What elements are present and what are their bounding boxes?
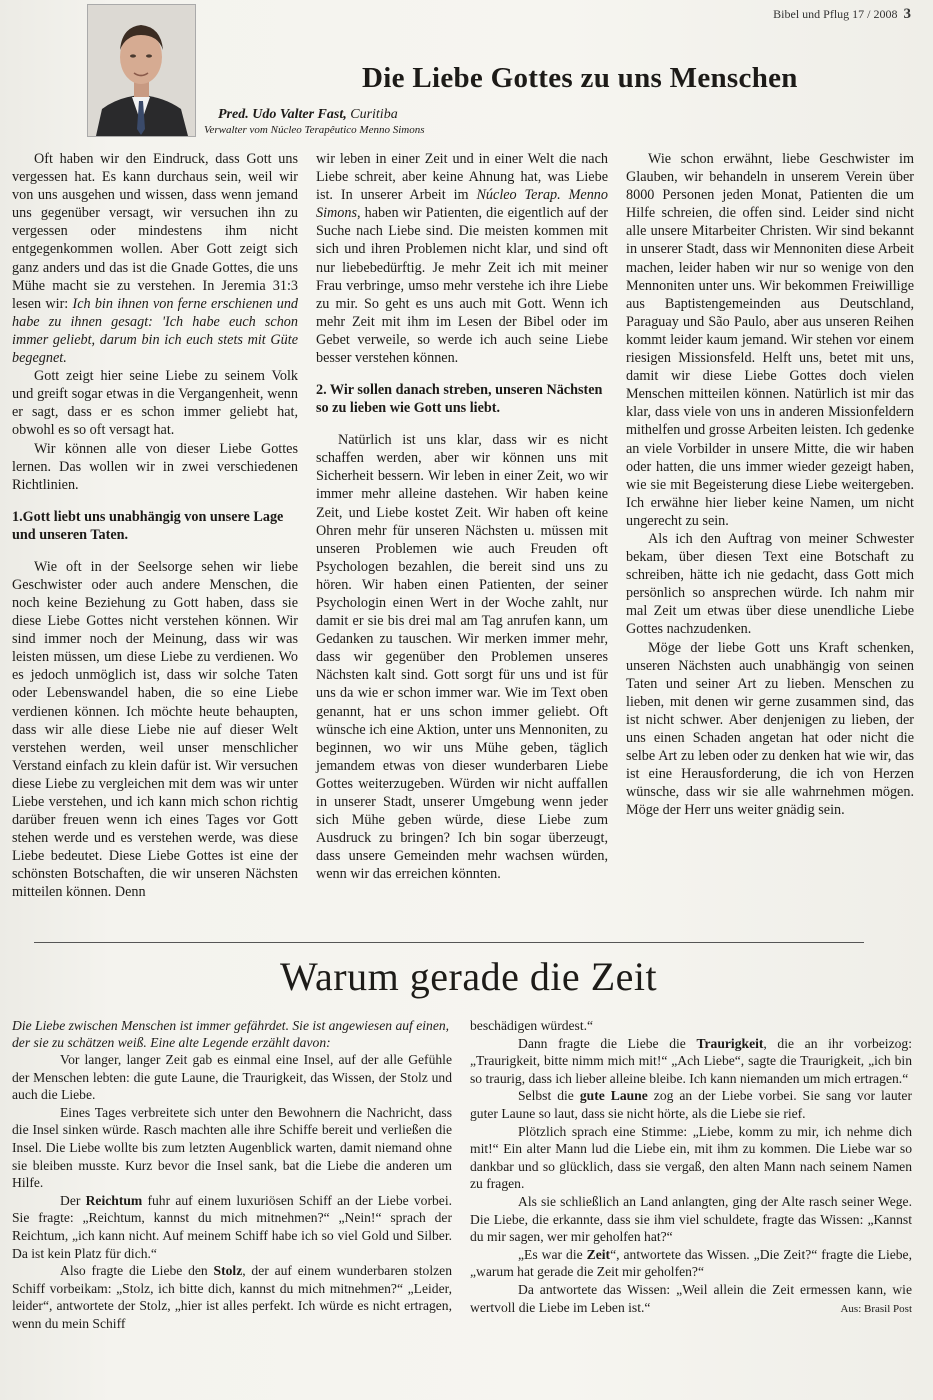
article-column-2 bbox=[316, 150, 608, 883]
paragraph: Wir können alle von dieser Liebe Gottes lernen. Das wollen wir in zwei verschiedenen Richtlinien. bbox=[12, 440, 298, 493]
paragraph: Plötzlich sprach eine Stimme: „Liebe, komm zu mir, ich nehme dich mit!“ Ein alter Mann lud die Liebe ein, mit ihm zu kommen. Die Liebe war so dankbar und so glücklich, dass sie vergaß, den alten Mann nach seinem Namen zu fragen. bbox=[470, 1123, 912, 1192]
paragraph: „Es war die Zeit“, antwortete das Wissen. „Die Zeit?“ fragte die Liebe, „warum hat gerade die Zeit mir geholfen?“ bbox=[470, 1246, 912, 1280]
story-intro: Die Liebe zwischen Menschen ist immer gefährdet. Sie ist angewiesen auf einen, der sie zu schätzen weiß. Eine alte Legende erzählt davon: bbox=[12, 1018, 450, 1050]
paragraph: Möge der liebe Gott uns Kraft schenken, unseren Nächsten auch unabhängig von seinen Taten und seiner Art zu lieben. Menschen zu lieben, mit denen wir gerne zusammen sind, das ist nicht schwer. Aber denjenigen zu lieben, der uns einen Schaden angetan hat oder nicht die selbe Art zu leben oder zu denken hat wie wir, das ist eine Herausforderung, die ich von Herzen wünsche, dass wir sie alle wahrnehmen mögen. Möge der Herr uns weiter gnädig sein. bbox=[626, 639, 914, 819]
author-name: Pred. Udo Valter Fast, bbox=[218, 107, 347, 122]
paragraph: wir leben in einer Zeit und in einer Welt die nach Liebe schreit, aber keine Ahnung hat, was Liebe ist. In unserer Arbeit im Núcleo Terap. Menno Simons, haben wir Patienten, die eigentlich auf der Suche nach Liebe sind. Die meisten kommen mit sich und ihren Problemen nicht klar, und sind oft nur liebebedürftig. Je mehr Zeit ich mit meiner Frau verbringe, umso mehr verstehe ich ihre Liebe zu mir. So geht es uns auch mit Gott. Wenn ich mehr Zeit mit ihm im Lesen der Bibel oder im Gebet verweile, so werde ich auch seine Liebe besser verstehen können. bbox=[316, 151, 608, 367]
paragraph: Da antwortete das Wissen: „Weil allein die Zeit ermessen kann, wie wertvoll die Liebe im Leben ist.“ Aus: Brasil Post bbox=[470, 1281, 912, 1316]
page-number: 3 bbox=[903, 6, 911, 22]
paragraph: Der Reichtum fuhr auf einem luxuriösen Schiff an der Liebe vorbei. Sie fragte: „Reichtum, kannst du mich mitnehmen?“ „Nein!“ sprach der Reichtum, „ich kann nicht. Auf meinem Schiff habe ich so viel Gold und Silber. Da ist kein Platz für dich.“ bbox=[12, 1192, 452, 1261]
author-byline bbox=[218, 107, 398, 123]
story-column-left bbox=[12, 1051, 452, 1333]
publication-name: Bibel und Pflug 17 / 2008 bbox=[773, 7, 898, 21]
paragraph: Eines Tages verbreitete sich unter den Bewohnern die Nachricht, dass die Insel sinken würde. Rasch machten alle ihre Schiffe bereit und verließen die Insel. Die Liebe wollte bis zum letzten Augenblick warten, damit niemand ohne sie bleiben musste. Kurz bevor die Insel sank, bat die Liebe die anderen um Hilfe. bbox=[12, 1104, 452, 1191]
article-column-3 bbox=[626, 150, 914, 819]
author-role: Verwalter vom Núcleo Terapêutico Menno Simons bbox=[204, 124, 425, 136]
story-column-right bbox=[470, 1017, 912, 1318]
author-city: Curitiba bbox=[350, 107, 398, 122]
paragraph: Wie oft in der Seelsorge sehen wir liebe Geschwister oder auch andere Menschen, die noch keine Beziehung zu Gott haben, dass sie diese Liebe Gottes nicht verstehen können. Wir sind immer noch der Meinung, dass wir was leisten müssen, um diese Liebe zu verdienen. Wo es jedoch unmöglich ist, dass wir solche Taten oder Lebenswandel haben, die so eine Liebe verdienen können. Ich möchte heute behaupten, dass wir alle diese Liebe nie auf dieser Welt verstehen werden, weil unser menschlicher Verstand einfach zu klein dafür ist. Wir versuchen diese Liebe zu vergleichen mit dem was wir unter Liebe verstehen, und ich kann mich schon richtig darüber freuen wenn ich eines Tages vor Gott stehen werde und es verstehen werde, was diese Liebe bedeutet. Diese Liebe Gottes ist eine der schönsten Botschaften, die wir unseren Nächsten mitteilen können. Denn bbox=[12, 558, 298, 901]
organization-name: Núcleo Terap. Menno Simons bbox=[316, 187, 608, 222]
section-divider bbox=[34, 942, 864, 943]
section-heading-2: 2. Wir sollen danach streben, unseren Nächsten so zu lieben wie Gott uns liebt. bbox=[316, 382, 603, 417]
paragraph: Wie schon erwähnt, liebe Geschwister im Glauben, wir behandeln in unserem Verein über 8000 Personen jeden Monat, Patienten die um Hilfe schreien, die offen sind. Leider sind nicht alle unsere Mitarbeiter Christen. Wir sind bekannt in unserer Stadt, dass wir Mennoniten diese Arbeit machen, leider haben wir nur so wenige von den Mennoniten unter uns. Wir bekommen Freiwillige aus Baptistengemeinden aus Deutschland, Paraguay und São Paulo, aber aus unseren Reihen kommt leider kaum jemand. Wir stehen vor einem riesigen Missionsfeld. Helft uns, betet mit uns, damit wir diese Liebe Gottes doch vielen Menschen mitteilen können. Natürlich ist mir das klar, dass viele von uns in anderen Missionfeldern mithelfen und grosse Arbeiten leisten. Ich gedenke an viele Vorbilder in unsere Mitte, die wir haben oder hatten, die uns immer wieder gezeigt haben, wie sie mit Begeisterung diese Liebe weitergeben. Ich erwähne hier lieber keine Namen, um nicht ungerecht zu sein. bbox=[626, 151, 914, 529]
paragraph: Gott zeigt hier seine Liebe zu seinem Volk und greift sogar etwas in die Vergangenheit, wenn er sagt, dass er es schon immer geliebt hat, obwohl es so oft versagt hat. bbox=[12, 368, 298, 439]
source-credit: Aus: Brasil Post bbox=[840, 1302, 912, 1315]
running-head bbox=[773, 6, 911, 23]
paragraph: Dann fragte die Liebe die Traurigkeit, die an ihr vorbeizog: „Traurigkeit, bitte nimm mich mit!“ „Ach Liebe“, sagte die Traurigkeit, „ich bin so traurig, dass ich lieber alleine bleibe. Ich kann niemanden um mich ertragen.“ bbox=[470, 1035, 912, 1086]
paragraph: Vor langer, langer Zeit gab es einmal eine Insel, auf der alle Gefühle der Menschen lebten: die gute Laune, die Traurigkeit, das Wissen, der Stolz und auch die Liebe. bbox=[12, 1052, 452, 1103]
paragraph: Oft haben wir den Eindruck, dass Gott uns vergessen hat. Es kann durchaus sein, weil wir von uns ausgehen und wissen, dass wenn jemand uns gegenüber versagt, wir versuchen ihn zu vergessen oder mindestens ihm nicht entgegenkommen wollen. Aber Gott zeigt sich ganz anders und das ist die Gnade Gottes, die uns Mühe macht sie zu verstehen. In Jeremia 31:3 lesen wir: Ich bin ihnen von ferne erschienen und habe zu ihnen gesagt: 'Ich habe euch schon immer geliebt, darum bin ich euch stets mit Güte begegnet. bbox=[12, 151, 299, 367]
story-title: Warum gerade die Zeit bbox=[280, 954, 658, 999]
author-photo bbox=[87, 4, 196, 137]
section-heading-1: 1.Gott liebt uns unabhängig von unsere Lage und unseren Taten. bbox=[12, 508, 284, 543]
paragraph: Selbst die gute Laune zog an der Liebe vorbei. Sie sang vor lauter guter Laune so laut, dass sie nicht hörte, als die Liebe sie rief. bbox=[470, 1088, 912, 1121]
article-title: Die Liebe Gottes zu uns Menschen bbox=[362, 62, 798, 94]
scripture-quote: Ich bin ihnen von ferne erschienen und habe zu ihnen gesagt: 'Ich habe euch schon immer geliebt, darum bin ich euch stets mit Güte begegnet. bbox=[12, 295, 299, 367]
paragraph: Natürlich ist uns klar, dass wir es nicht schaffen werden, aber wir können uns mit Sicherheit bessern. Wir leben in einer Zeit, wo wir immer mehr alleine dastehen. Wir haben keine Zeit, und Liebe kostet Zeit. Wir haben oft keine Ohren mehr für unseren Nächsten u. müssen mit unseren Problemen wie auch Freuden oft Psychologen bezahlen, die bereit sind uns zu hören. Wir haben einen Patienten, der seiner Psychologin einen Wert in der Woche zahlt, nur damit er sie bis drei mal am Tag anrufen kann, um Gedanken zu tauschen. Wir merken immer mehr, dass wir gegenüber den Problemen unseres Nächsten kalt sind. Gott sorgt für uns und ist für uns da wie er schon immer war. Wie im Text oben genannt, hat er uns schon immer geliebt. Oft wünsche ich eine Aktion, unter uns Mennoniten, zu beginnen, wo wir uns Mühe geben, täglich jemandem etwas von dieser wunderbaren Liebe Gottes weiterzugeben. Würden wir nicht auffallen in unserer Stadt, unserer Umgebung wenn jeder sich Mühe geben würde, diese Liebe zum Ausdruck zu bringen? Ich bin sogar überzeugt, dass unsere Gemeinden mehr wachsen würden, wenn wir das erreichen könnten. bbox=[316, 432, 608, 883]
article-column-1 bbox=[12, 150, 298, 902]
paragraph: Als ich den Auftrag von meiner Schwester bekam, über diesen Text eine Botschaft zu schreiben, hätte ich nie gedacht, dass Gott mich persönlich so ansprechen würde. Ich nahm mir mal Zeit um etwas über diese unendliche Liebe Gottes nachzudenken. bbox=[626, 530, 914, 638]
paragraph: Als sie schließlich an Land anlangten, ging der Alte rasch seiner Wege. Die Liebe, die erkannte, dass sie ihm viel schuldete, fragte das Wissen: „Kannst du mir sagen, wer mir geholfen hat?“ bbox=[470, 1193, 912, 1245]
paragraph: beschädigen würdest.“ bbox=[470, 1018, 594, 1033]
author-portrait-image bbox=[88, 5, 195, 136]
paragraph: Also fragte die Liebe den Stolz, der auf einem wunderbaren stolzen Schiff vorbeikam: „Stolz, ich bitte dich, kannst du mich mitnehmen?“ „Leider, leider“, antwortete der Stolz, „hier ist alles perfekt. Ich würde es nicht ertragen, wenn du mein Schiff bbox=[12, 1263, 452, 1331]
